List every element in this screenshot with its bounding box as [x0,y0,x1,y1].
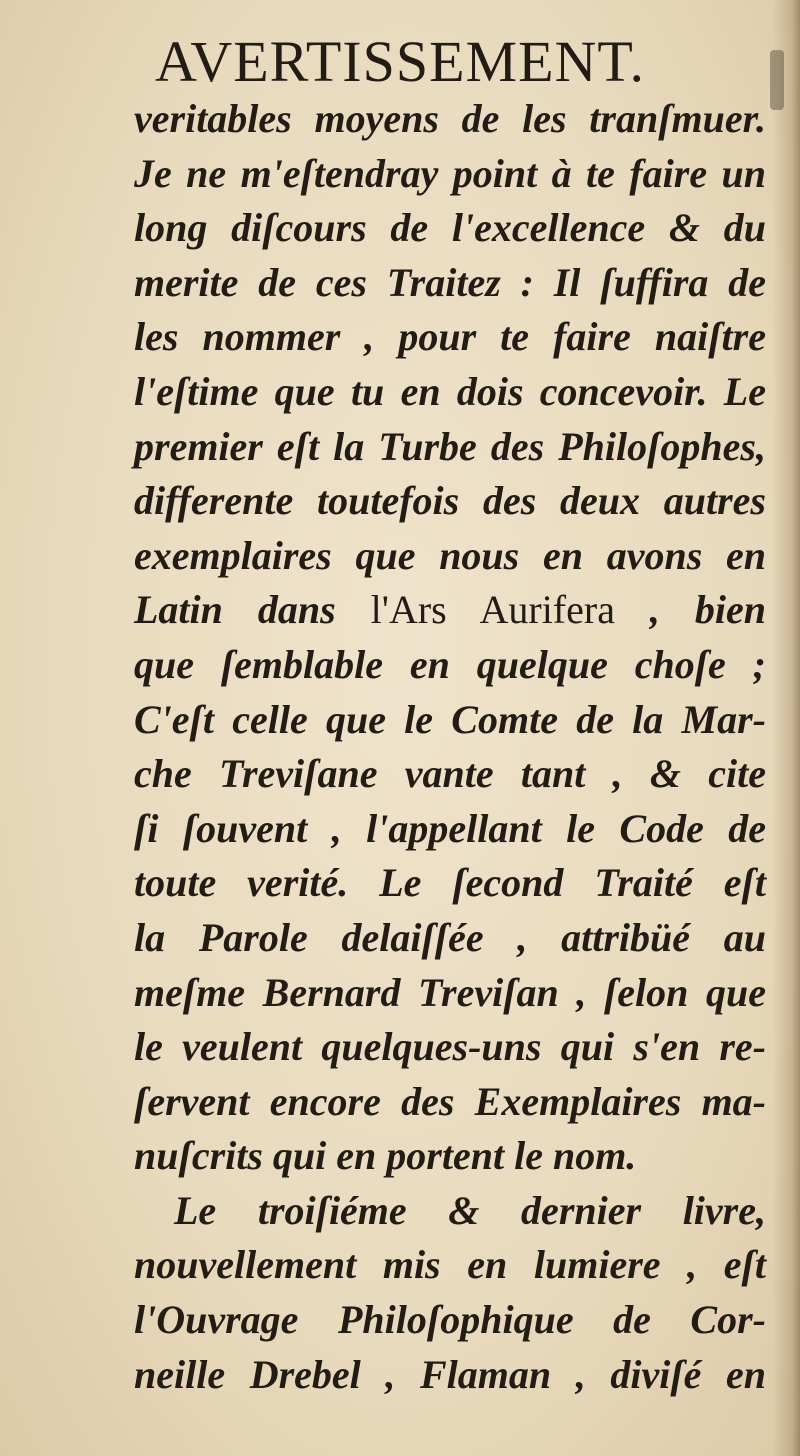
gutter-shadow [772,0,800,1456]
text-line: veritables moyens de les tranſmuer. [134,96,766,141]
text-line: long diſcours de l'excellence & du [134,205,766,251]
text-line: que ſemblable en quelque choſe ; [134,641,766,687]
text-line: nuſcrits qui en portent le nom. [134,1133,637,1179]
text-line: differente toutefois des deux autres [134,478,766,524]
text-line: Je ne m'eſtendray point à te faire un [134,150,766,196]
text-line: C'eſt celle que le Comte de la Mar- [134,696,766,742]
running-title: AVERTISSEMENT. [154,29,646,94]
body-text [134,92,766,1402]
text-line: la Parole delaiſſée , attribüé au [134,914,766,960]
text-line: toute verité. Le ſecond Traité eſt [134,860,766,906]
text-line: le veulent quelques-uns qui s'en re- [134,1024,766,1070]
text-line: premier eſt la Turbe des Philoſophes, [134,423,766,469]
italic-run: Latin dans [134,587,371,633]
text-line: nouvellement mis en lumiere , eſt [134,1242,766,1288]
text-line: exemplaires que nous en avons en [134,532,766,578]
text-line: meſme Bernard Treviſan , ſelon que [134,969,766,1015]
text-line: neille Drebel , Flaman , diviſé en [134,1351,766,1397]
text-line: l'Ouvrage Philoſophique de Cor- [134,1297,766,1343]
text-line: ſervent encore des Exemplaires ma- [134,1078,766,1124]
book-title: l'Ars Aurifera [370,587,615,633]
text-line: ſi ſouvent , l'appellant le Code de [134,805,766,851]
text-line: Le troiſiéme & dernier livre, [174,1187,766,1233]
italic-run: , bien [614,587,767,633]
text-line: merite de ces Traitez : Il ſuffira de [134,259,766,305]
text-line: les nommer , pour te faire naiſtre [134,314,766,360]
text-line-mixed [134,583,766,638]
text-line: l'eſtime que tu en dois concevoir. Le [134,368,766,414]
text-line: che Treviſane vante tant , & cite [134,751,766,797]
